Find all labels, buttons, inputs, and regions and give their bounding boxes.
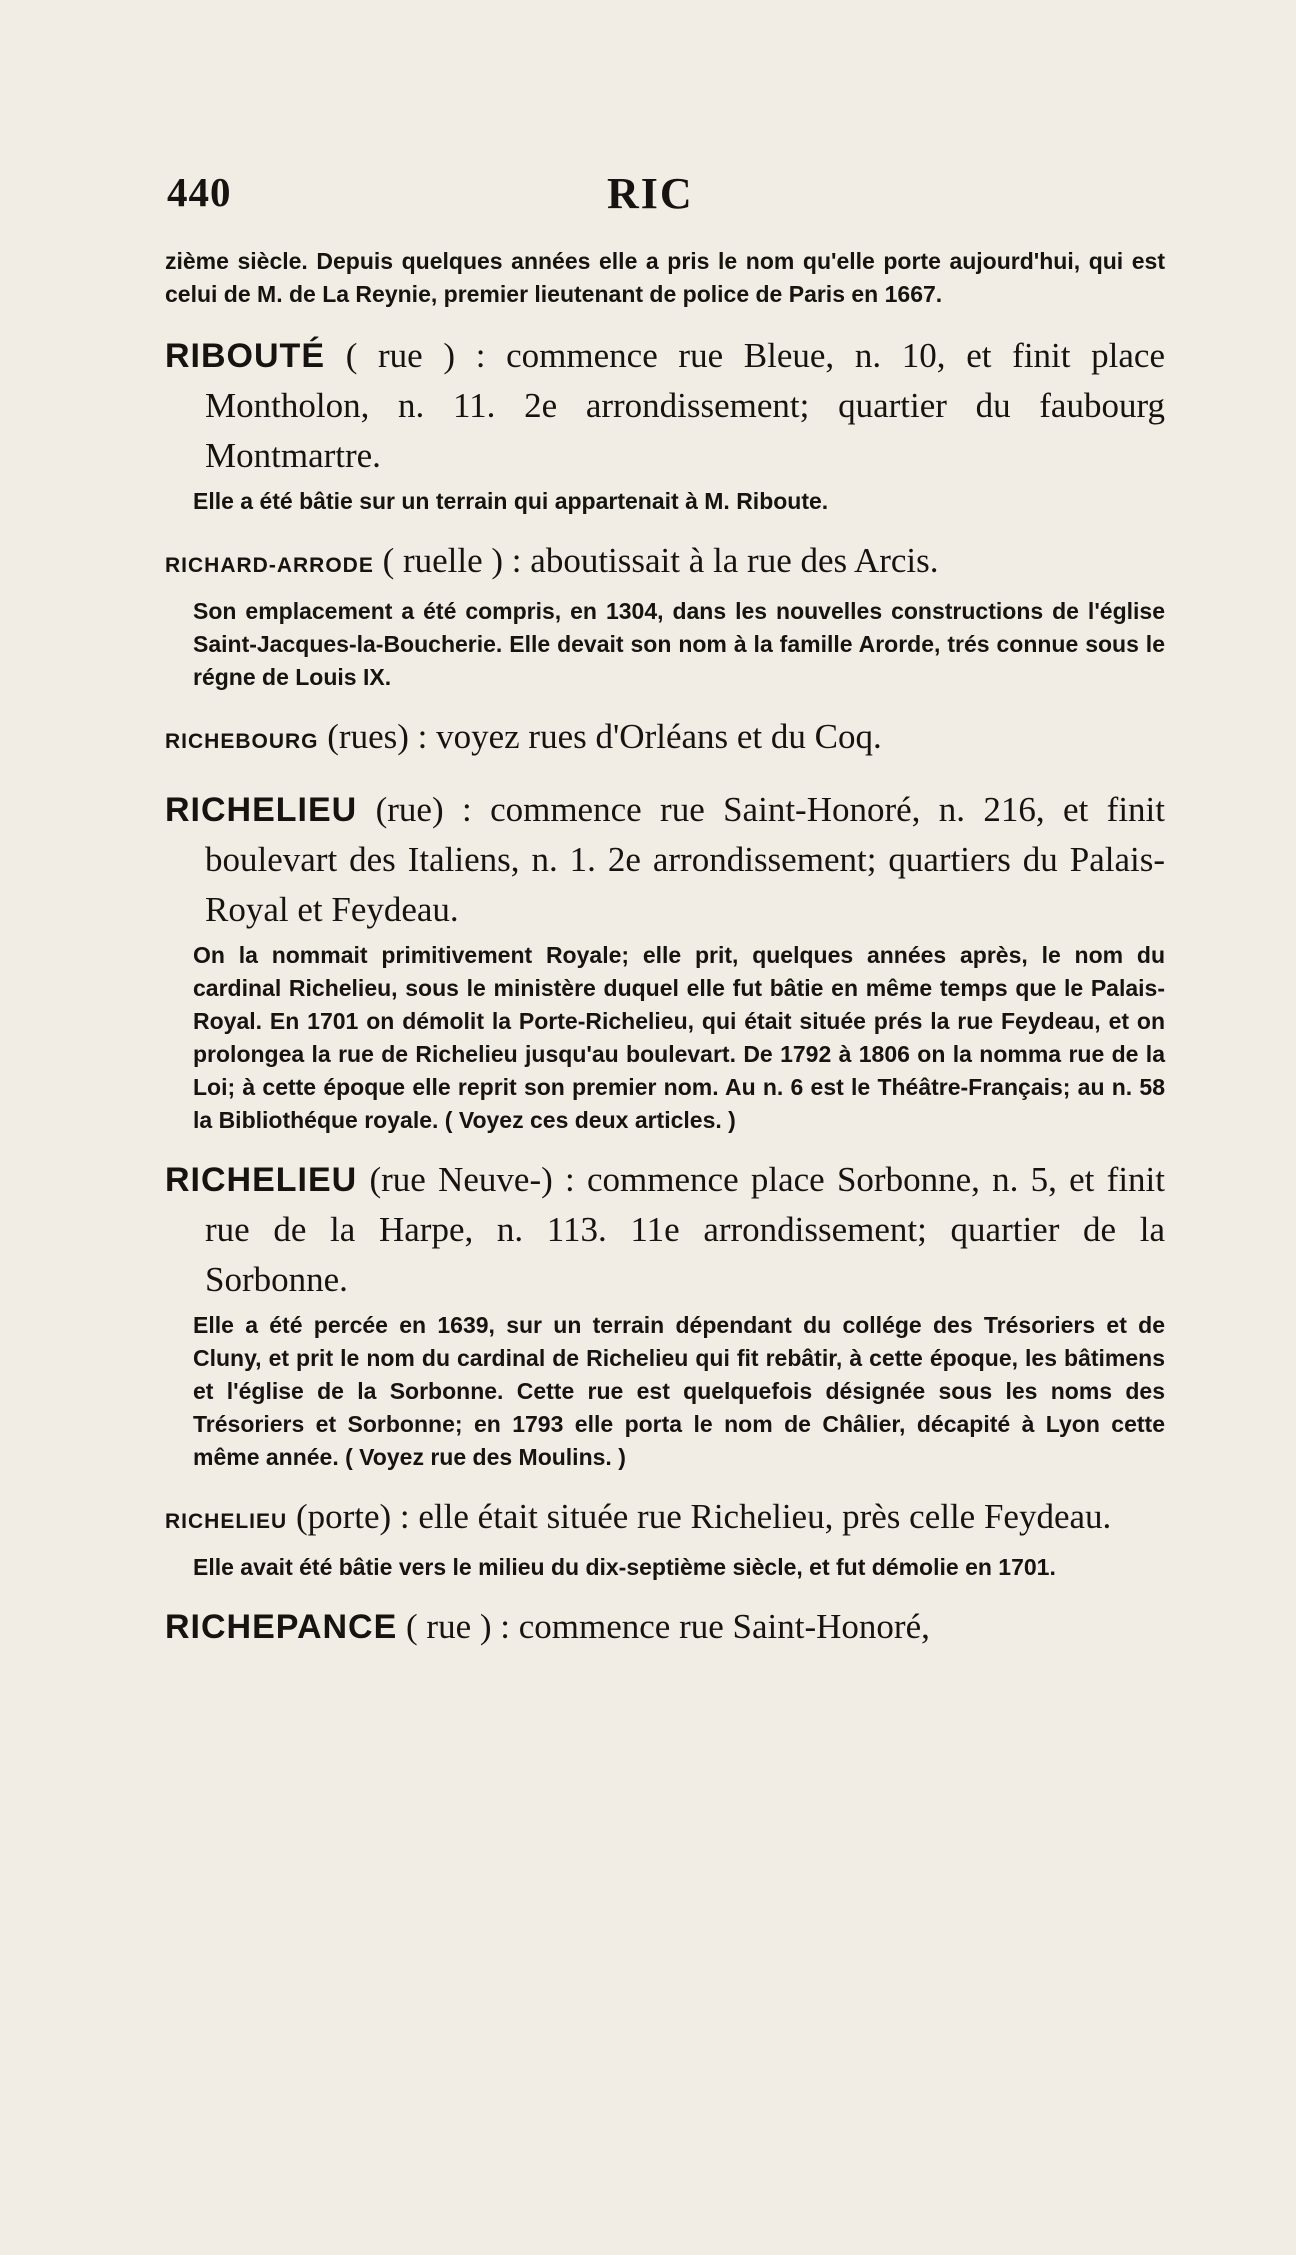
page-number: 440 — [167, 169, 232, 215]
entry-location: (rue Neuve-) : commence place Sorbonne, n. 5, et finit rue de la Harpe, n. 113. 11e arrondissement; quartier de la Sorbonne. — [205, 1160, 1165, 1299]
entry-richepance — [165, 1602, 1165, 1652]
entry-location: (rue) : commence rue Saint-Honoré, n. 216, et finit boulevart des Italiens, n. 1. 2e arrondissement; quartiers du Palais-Royal et Feydeau. — [205, 790, 1165, 929]
entry-description: Son emplacement a été compris, en 1304, dans les nouvelles constructions de l'église Saint-Jacques-la-Boucherie. Elle devait son nom à la famille Arorde, trés connue sous le régne de Louis IX. — [193, 598, 1165, 690]
entry-description: Elle avait été bâtie vers le milieu du dix-septième siècle, et fut démolie en 1701. — [193, 1554, 1056, 1580]
entry-headword: RICHEBOURG — [165, 730, 319, 753]
entry-headword: RICHARD-ARRODE — [165, 554, 374, 577]
entry-location: ( rue ) : commence rue Bleue, n. 10, et finit place Montholon, n. 11. 2e arrondissement; quartier du faubourg Montmartre. — [205, 336, 1165, 475]
entry-riboute — [165, 331, 1165, 518]
entry-heading — [165, 1492, 1165, 1547]
running-head: RIC — [607, 169, 694, 218]
entry-richelieu-porte — [165, 1492, 1165, 1584]
entry-headword: RICHEPANCE — [165, 1608, 398, 1646]
entry-richebourg — [165, 712, 1165, 767]
entry-heading — [165, 785, 1165, 935]
entry-location: ( rue ) : commence rue Saint-Honoré, — [406, 1607, 930, 1646]
intro-paragraph: zième siècle. Depuis quelques années elle a pris le nom qu'elle porte aujourd'hui, qui est celui de M. de La Reynie, premier lieutenant de police de Paris en 1667. — [165, 248, 1165, 307]
entry-description: Elle a été bâtie sur un terrain qui appartenait à M. Riboute. — [193, 488, 829, 514]
entry-heading — [165, 536, 1165, 591]
entry-description: On la nommait primitivement Royale; elle prit, quelques années après, le nom du cardinal Richelieu, sous le ministère duquel elle fut bâtie en même temps que le Palais-Royal. En 1701 on démolit la Porte-Richelieu, qui était située prés la rue Feydeau, et on prolongea la rue de Richelieu jusqu'au boulevart. De 1792 à 1806 on la nomma rue de la Loi; à cette époque elle reprit son premier nom. Au n. 6 est le Théâtre-Français; au n. 58 la Bibliothéque royale. ( Voyez ces deux articles. ) — [193, 942, 1165, 1133]
entry-location: (porte) : elle était située rue Richelieu, près celle Feydeau. — [295, 1497, 1112, 1536]
entry-location: ( ruelle ) : aboutissait à la rue des Arcis. — [382, 541, 939, 580]
entry-richard-arrode — [165, 536, 1165, 694]
entry-heading — [165, 712, 1165, 767]
page-text — [165, 245, 1165, 1670]
entry-heading — [165, 331, 1165, 481]
entry-headword: RICHELIEU — [165, 1161, 358, 1199]
page-header — [167, 168, 727, 224]
entry-richelieu-rue — [165, 785, 1165, 1137]
entry-location: (rues) : voyez rues d'Orléans et du Coq. — [327, 717, 882, 756]
entry-heading — [165, 1602, 1165, 1652]
entry-headword: RIBOUTÉ — [165, 337, 325, 375]
entry-heading — [165, 1155, 1165, 1305]
entry-richelieu-neuve — [165, 1155, 1165, 1474]
entry-headword: RICHELIEU — [165, 1510, 288, 1533]
entry-description: Elle a été percée en 1639, sur un terrain dépendant du collége des Trésoriers et de Cluny, et prit le nom du cardinal de Richelieu qui fit rebâtir, à cette époque, les bâtimens et l'église de la Sorbonne. Cette rue est quelquefois désignée sous les noms des Trésoriers et Sorbonne; en 1793 elle porta le nom de Châlier, décapité à Lyon cette même année. ( Voyez rue des Moulins. ) — [193, 1312, 1165, 1470]
entry-headword: RICHELIEU — [165, 791, 358, 829]
